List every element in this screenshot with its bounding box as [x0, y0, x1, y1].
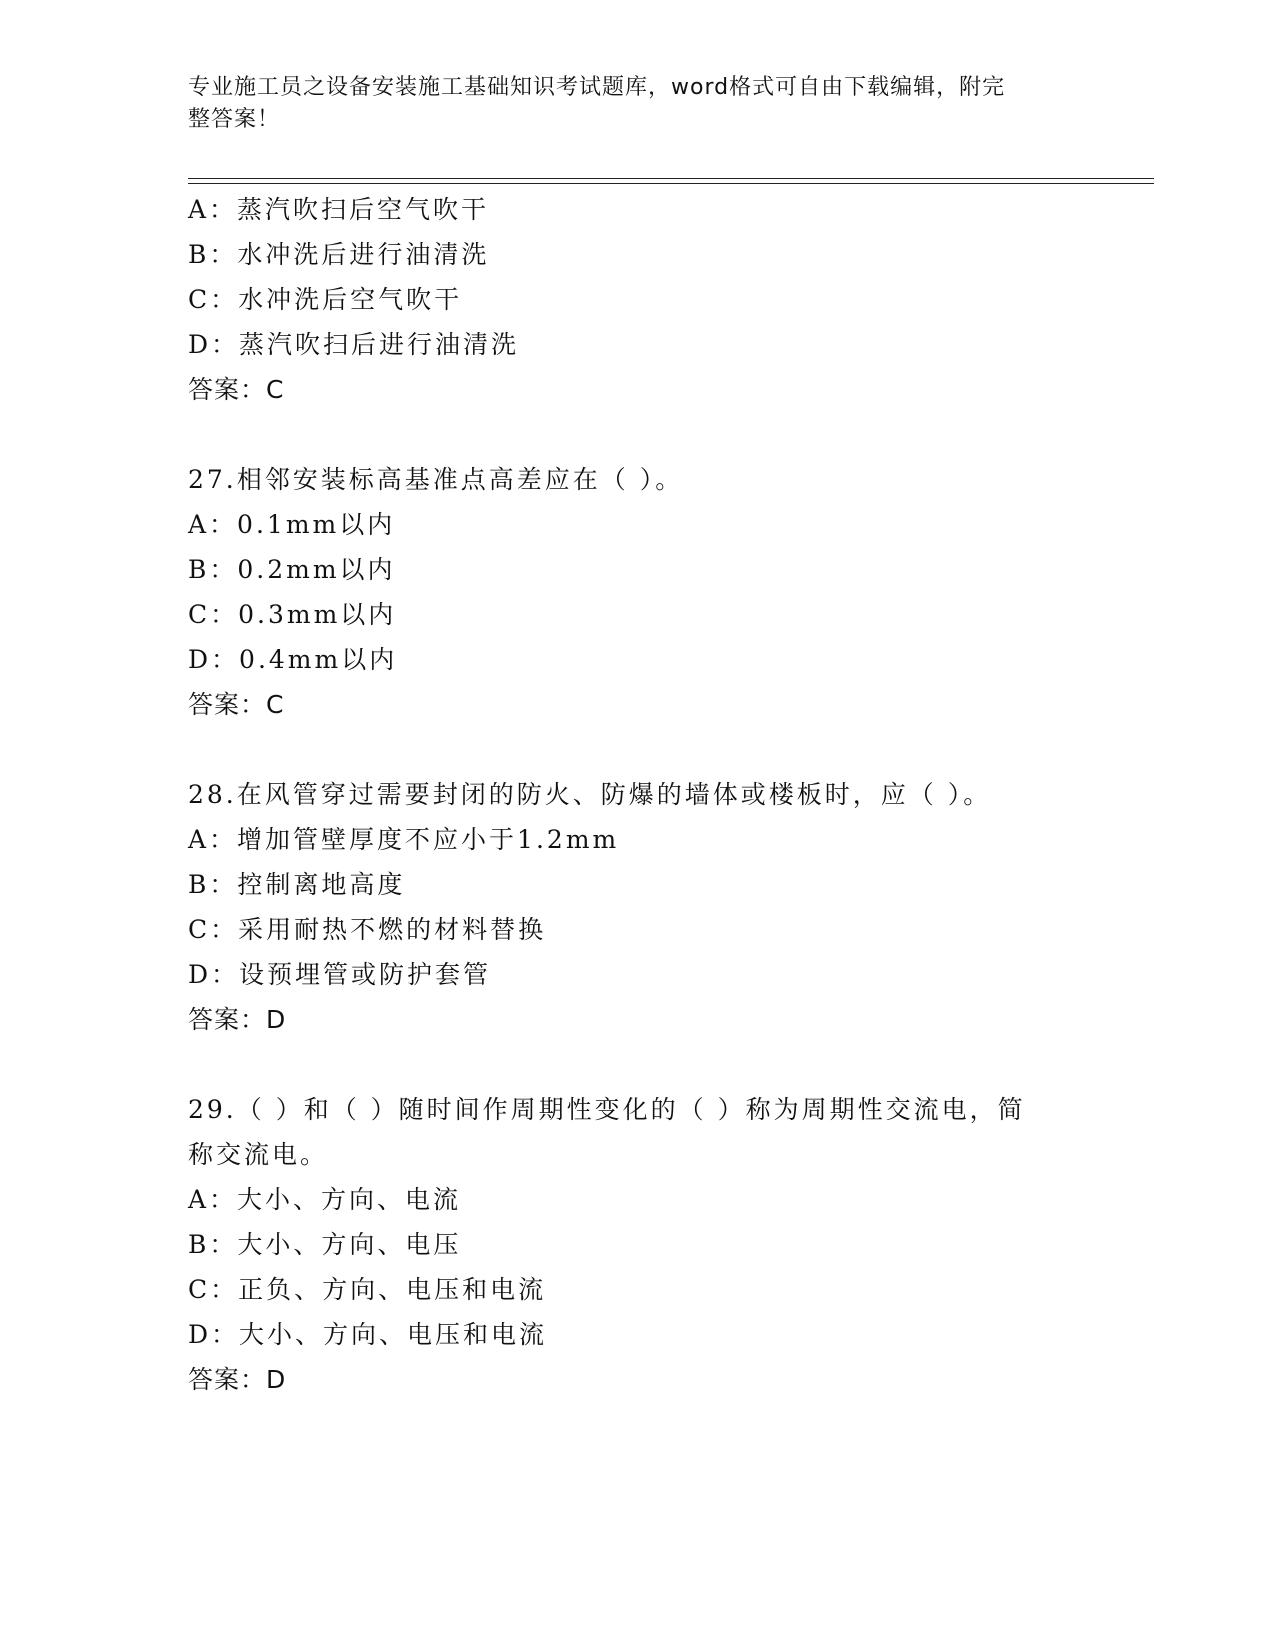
document-header	[188, 72, 1088, 136]
q29-option-d: D：大小、方向、电压和电流	[188, 1320, 548, 1349]
q27-answer: 答案：C	[188, 690, 285, 719]
q26-option-c: C：水冲洗后空气吹干	[188, 285, 463, 314]
q26-answer: 答案：C	[188, 375, 285, 404]
q27-option-b: B：0.2mm以内	[188, 555, 396, 584]
q28-option-a: A：增加管壁厚度不应小于1.2mm	[188, 825, 620, 854]
q26-option-a: A：蒸汽吹扫后空气吹干	[188, 195, 490, 224]
q29-option-c: C：正负、方向、电压和电流	[188, 1275, 547, 1304]
q29-stem-line-2: 称交流电。	[188, 1140, 329, 1169]
q27-option-d: D：0.4mm以内	[188, 645, 398, 674]
q26-option-d: D：蒸汽吹扫后进行油清洗	[188, 330, 520, 359]
q29-stem-line-1: 29.（ ）和（ ）随时间作周期性变化的（ ）称为周期性交流电，简	[188, 1095, 1026, 1124]
q28-answer: 答案：D	[188, 1005, 287, 1034]
q27-option-c: C：0.3mm以内	[188, 600, 397, 629]
q28-stem: 28.在风管穿过需要封闭的防火、防爆的墙体或楼板时，应（ ）。	[188, 780, 992, 809]
q29-option-a: A：大小、方向、电流	[188, 1185, 462, 1214]
q29-option-b: B：大小、方向、电压	[188, 1230, 462, 1259]
header-line-1: 专业施工员之设备安装施工基础知识考试题库，word格式可自由下载编辑，附完	[188, 75, 1006, 100]
header-rule-bottom	[188, 183, 1154, 184]
q27-stem: 27.相邻安装标高基准点高差应在（ ）。	[188, 465, 684, 494]
q28-option-b: B：控制离地高度	[188, 870, 406, 899]
q27-option-a: A：0.1mm以内	[188, 510, 396, 539]
q28-option-d: D：设预埋管或防护套管	[188, 960, 492, 989]
q26-option-b: B：水冲洗后进行油清洗	[188, 240, 490, 269]
header-line-2: 整答案！	[188, 107, 281, 132]
q28-option-c: C：采用耐热不燃的材料替换	[188, 915, 547, 944]
header-rule-top	[188, 178, 1154, 179]
q29-answer: 答案：D	[188, 1365, 287, 1394]
